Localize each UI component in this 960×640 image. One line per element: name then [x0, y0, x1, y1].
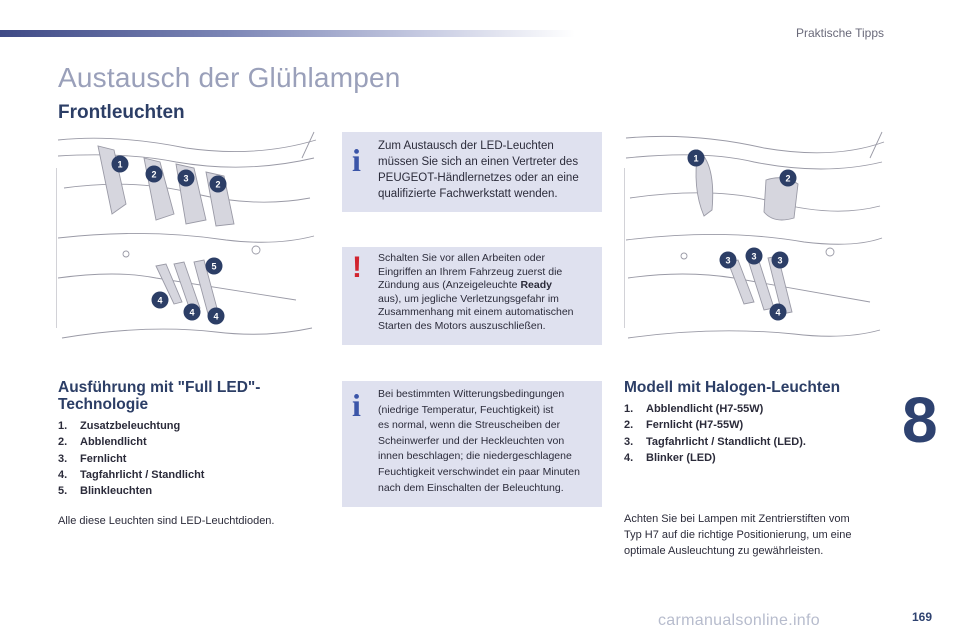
halogen-note: Achten Sie bei Lampen mit Zentrierstiften vom Typ H7 auf die richtige Positionierung, um eine optimale Ausleuchtung zu gewährleisten. [624, 513, 852, 557]
header-color-bar [0, 30, 575, 37]
chapter-number: 8 [902, 384, 938, 456]
svg-text:3: 3 [751, 251, 757, 262]
warning-text: Schalten Sie vor allen Arbeiten oder Eingriffen an Ihrem Fahrzeug zuerst die Zündung aus (Anzeigeleuchte Ready aus), um jegliche Verletzungsgefahr im Zusammenhang mit einem automatischen Starten des Motors auszuschließen. [378, 252, 574, 332]
list-item: 1. Abblendlicht (H7-55W) [624, 403, 764, 415]
svg-text:5: 5 [211, 261, 217, 272]
svg-text:3: 3 [725, 255, 731, 266]
list-item: 4. Blinker (LED) [624, 451, 716, 464]
section-header: Praktische Tipps [795, 26, 884, 40]
svg-text:4: 4 [775, 307, 781, 318]
list-item: 3. Fernlicht [58, 452, 127, 465]
svg-text:1: 1 [117, 159, 123, 170]
list-item: 3. Tagfahrlicht / Standlicht (LED). [624, 435, 806, 448]
led-headlight-illustration [56, 128, 318, 356]
svg-text:3: 3 [777, 255, 783, 266]
list-item: 5. Blinkleuchten [58, 485, 153, 498]
halogen-headlight-illustration [624, 128, 886, 356]
watermark: carmanualsonline.info [658, 612, 820, 629]
svg-text:4: 4 [157, 295, 163, 306]
halogen-model-title: Modell mit Halogen-Leuchten [624, 379, 841, 396]
svg-text:2: 2 [215, 179, 221, 190]
section-title: Frontleuchten [58, 102, 185, 123]
list-item: 2. Fernlicht (H7-55W) [624, 419, 744, 432]
page-title: Austausch der Glühlampen [58, 62, 401, 93]
info-icon: i [352, 142, 361, 178]
led-lamp-list [58, 418, 204, 499]
ready-indicator-label: Ready [520, 279, 552, 292]
svg-text:3: 3 [183, 173, 189, 184]
list-item: 2. Abblendlicht [58, 436, 147, 449]
svg-text:1: 1 [693, 153, 699, 164]
svg-text:4: 4 [189, 307, 195, 318]
led-note: Alle diese Leuchten sind LED-Leuchtdioden. [58, 515, 275, 527]
warning-icon: ! [352, 251, 362, 284]
warning-box [342, 247, 602, 345]
list-item: 4. Tagfahrlicht / Standlicht [58, 468, 205, 481]
svg-text:2: 2 [151, 169, 157, 180]
led-version-title: Ausführung mit "Full LED"- Technologie [58, 379, 261, 413]
svg-text:4: 4 [213, 311, 219, 322]
svg-text:2: 2 [785, 173, 791, 184]
list-item: 1. Zusatzbeleuchtung [58, 420, 181, 432]
page-number: 169 [912, 610, 933, 624]
halogen-lamp-list [624, 401, 806, 466]
humidity-info-text: Bei bestimmten Witterungsbedingungen (niedrige Temperatur, Feuchtigkeit) ist es normal, wenn die Streuscheiben der Scheinwerfer und der Heckleuchten von innen beschlagen; die niedergeschlagene Feuchtigkeit verschwindet ein paar Minuten nach dem Einschalten der Beleuchtung. [378, 388, 580, 494]
led-info-box [342, 132, 602, 212]
humidity-info-box [342, 381, 602, 507]
led-info-text: Zum Austausch der LED-Leuchten müssen Sie sich an einen Vertreter des PEUGEOT-Händlernetzes oder an eine qualifizierte Fachwerkstatt wenden. [378, 140, 579, 200]
info-icon: i [352, 387, 361, 423]
